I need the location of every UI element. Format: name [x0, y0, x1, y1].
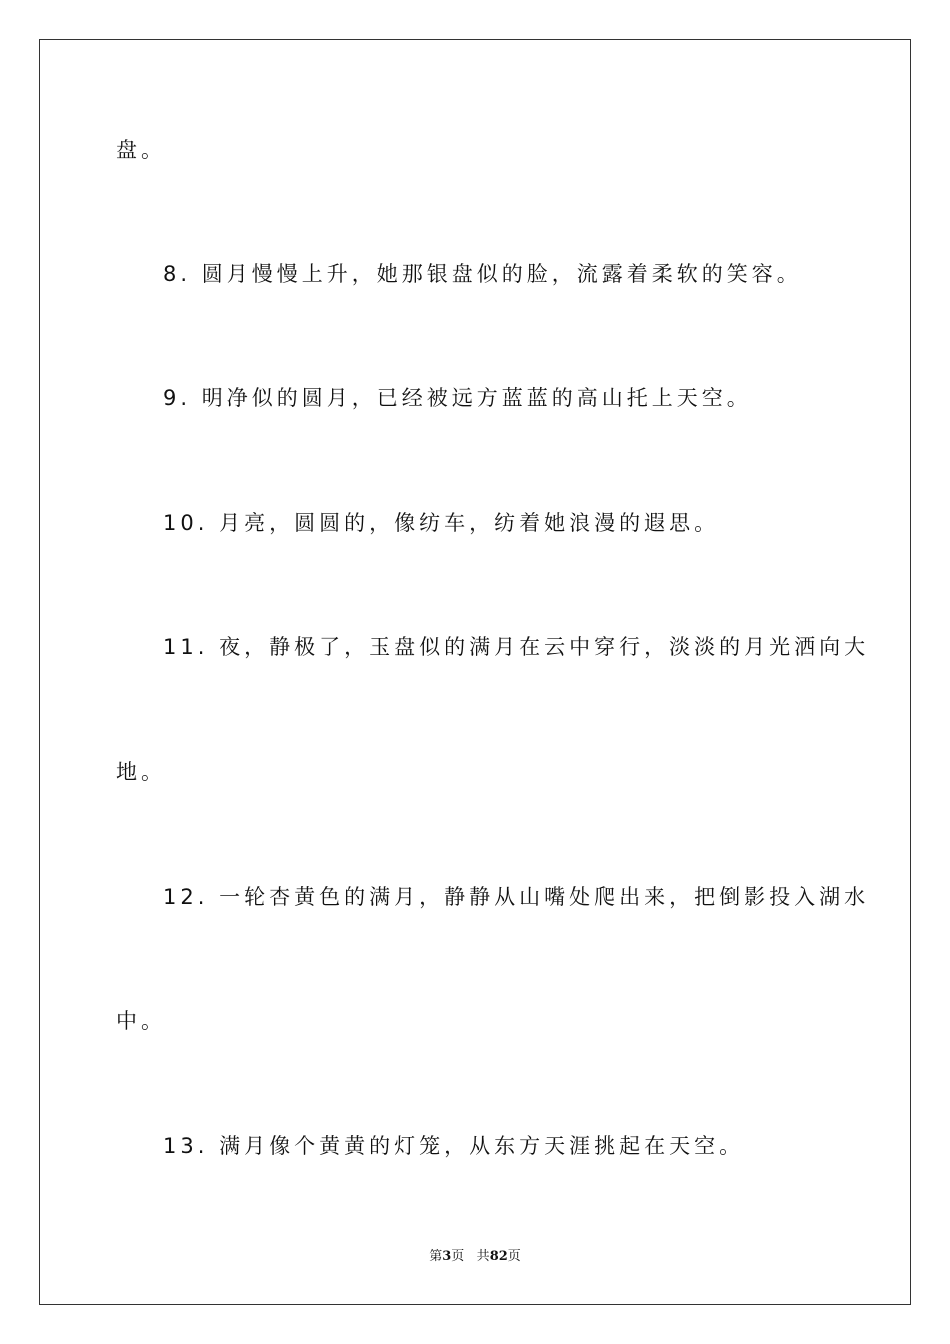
text-line-item-13: 13. 满月像个黄黄的灯笼，从东方天涯挑起在天空。	[163, 1134, 745, 1158]
footer-prefix: 第	[429, 1249, 443, 1264]
text-line-continuation: 盘。	[116, 138, 166, 162]
text-line-item-9: 9. 明净似的圆月，已经被远方蓝蓝的高山托上天空。	[163, 386, 752, 410]
text-line-item-11-continuation: 地。	[116, 760, 166, 784]
footer-total-prefix: 共	[476, 1249, 490, 1264]
text-line-item-11: 11. 夜，静极了，玉盘似的满月在云中穿行，淡淡的月光洒向大	[163, 635, 870, 659]
text-line-item-10: 10. 月亮，圆圆的，像纺车，纺着她浪漫的遐思。	[163, 511, 720, 535]
text-line-item-12: 12. 一轮杏黄色的满月，静静从山嘴处爬出来，把倒影投入湖水	[163, 885, 870, 909]
text-line-item-12-continuation: 中。	[116, 1009, 166, 1033]
footer-current-page: 3	[442, 1249, 452, 1264]
text-line-item-8: 8. 圆月慢慢上升，她那银盘似的脸，流露着柔软的笑容。	[163, 262, 802, 286]
footer-total-pages: 82	[489, 1249, 508, 1264]
footer-page-unit: 页	[451, 1249, 465, 1264]
page-border	[39, 39, 911, 1305]
footer-total-unit: 页	[507, 1249, 521, 1264]
page-footer	[0, 1248, 950, 1266]
